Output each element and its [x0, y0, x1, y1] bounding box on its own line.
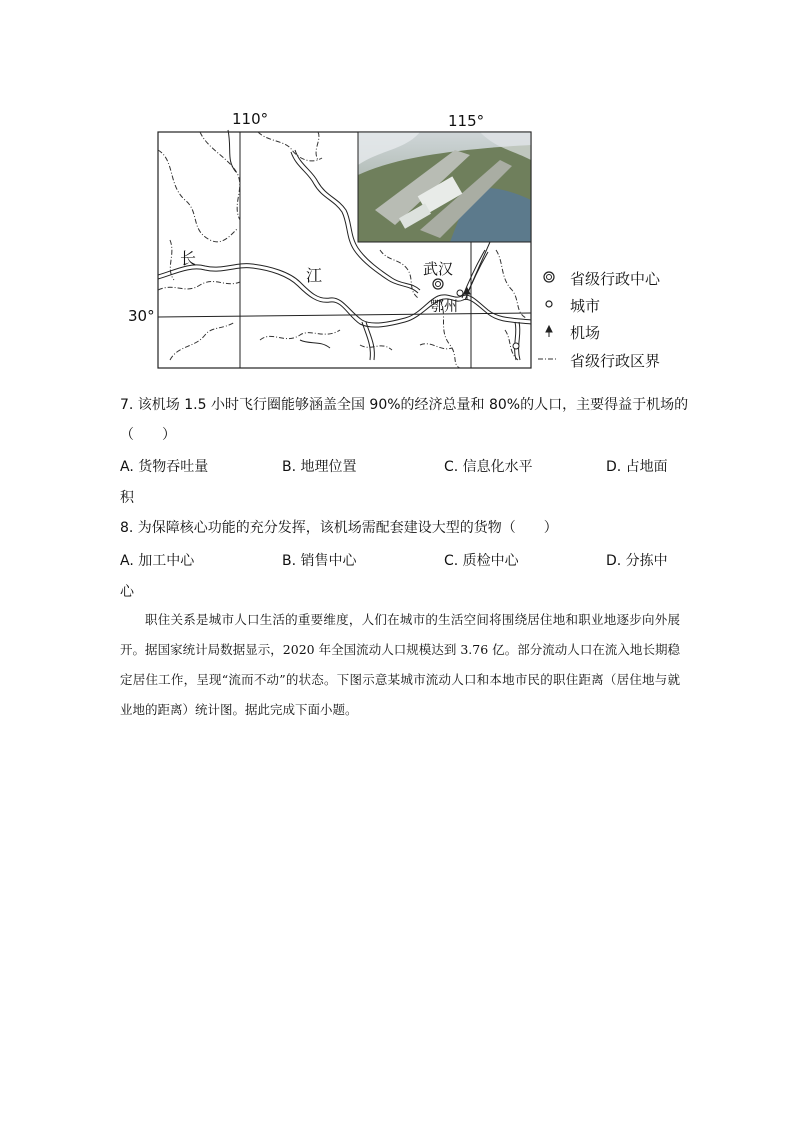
parallel-30 — [158, 313, 531, 317]
legend-item-city — [545, 295, 600, 316]
legend-label: 省级行政区界 — [570, 352, 661, 370]
q7-option-d-overflow: 积 — [120, 490, 134, 506]
map-svg — [0, 0, 794, 390]
legend-item-boundary — [545, 350, 660, 371]
passage-paragraph: 职住关系是城市人口生活的重要维度，人们在城市的生活空间将围绕居住地和职业地逐步向外展开。据国家统计局数据显示，2020 年全国流动人口规模达到 3.76 亿。部分流动人口在流入地长期稳定居住工作，呈现“流而不动”的状态。下图示意某城市流动人口和本地市民的职住距离（居住地与就业地的距离）统计图。据此完成下面小题。 — [120, 612, 680, 717]
city-label-ezhou: 鄂州 — [430, 299, 458, 315]
q7-option-b: B. 地理位置 — [282, 459, 357, 475]
q8-option-d: D. 分拣中 — [606, 553, 668, 569]
question-7-stem: 7. 该机场 1.5 小时飞行圈能够涵盖全国 90%的经济总量和 80%的人口，主要得益于机场的 — [120, 397, 689, 413]
city-label-wuhan: 武汉 — [423, 260, 454, 278]
q8-option-d-overflow: 心 — [120, 584, 134, 600]
q7-option-c: C. 信息化水平 — [444, 459, 533, 475]
legend-label: 机场 — [570, 324, 601, 342]
legend-item-capital — [545, 268, 660, 289]
q8-option-a: A. 加工中心 — [120, 553, 195, 569]
lon-label-115: 115° — [448, 112, 485, 130]
legend-label: 城市 — [570, 297, 601, 315]
question-8-stem: 8. 为保障核心功能的充分发挥，该机场需配套建设大型的货物（ ） — [120, 520, 558, 536]
question-7-paren: （ ） — [120, 427, 176, 443]
lon-label-110: 110° — [232, 110, 269, 128]
lat-label-30: 30° — [128, 307, 155, 325]
q8-option-c: C. 质检中心 — [444, 553, 519, 569]
river-label-jiang: 江 — [306, 266, 323, 285]
q7-option-a: A. 货物吞吐量 — [120, 459, 209, 475]
wuhan-symbol-outer — [433, 279, 443, 289]
river-label-chang: 长 — [180, 249, 197, 268]
legend-label: 省级行政中心 — [570, 270, 661, 288]
q8-option-b: B. 销售中心 — [282, 553, 357, 569]
yangtze-river — [158, 264, 531, 327]
map-figure — [0, 0, 794, 390]
airport-aerial-photo — [358, 132, 531, 242]
q7-option-d: D. 占地面 — [606, 459, 668, 475]
wuhan-symbol-inner — [436, 282, 441, 287]
legend-item-airport — [545, 322, 600, 343]
city-symbol-east — [513, 343, 519, 349]
